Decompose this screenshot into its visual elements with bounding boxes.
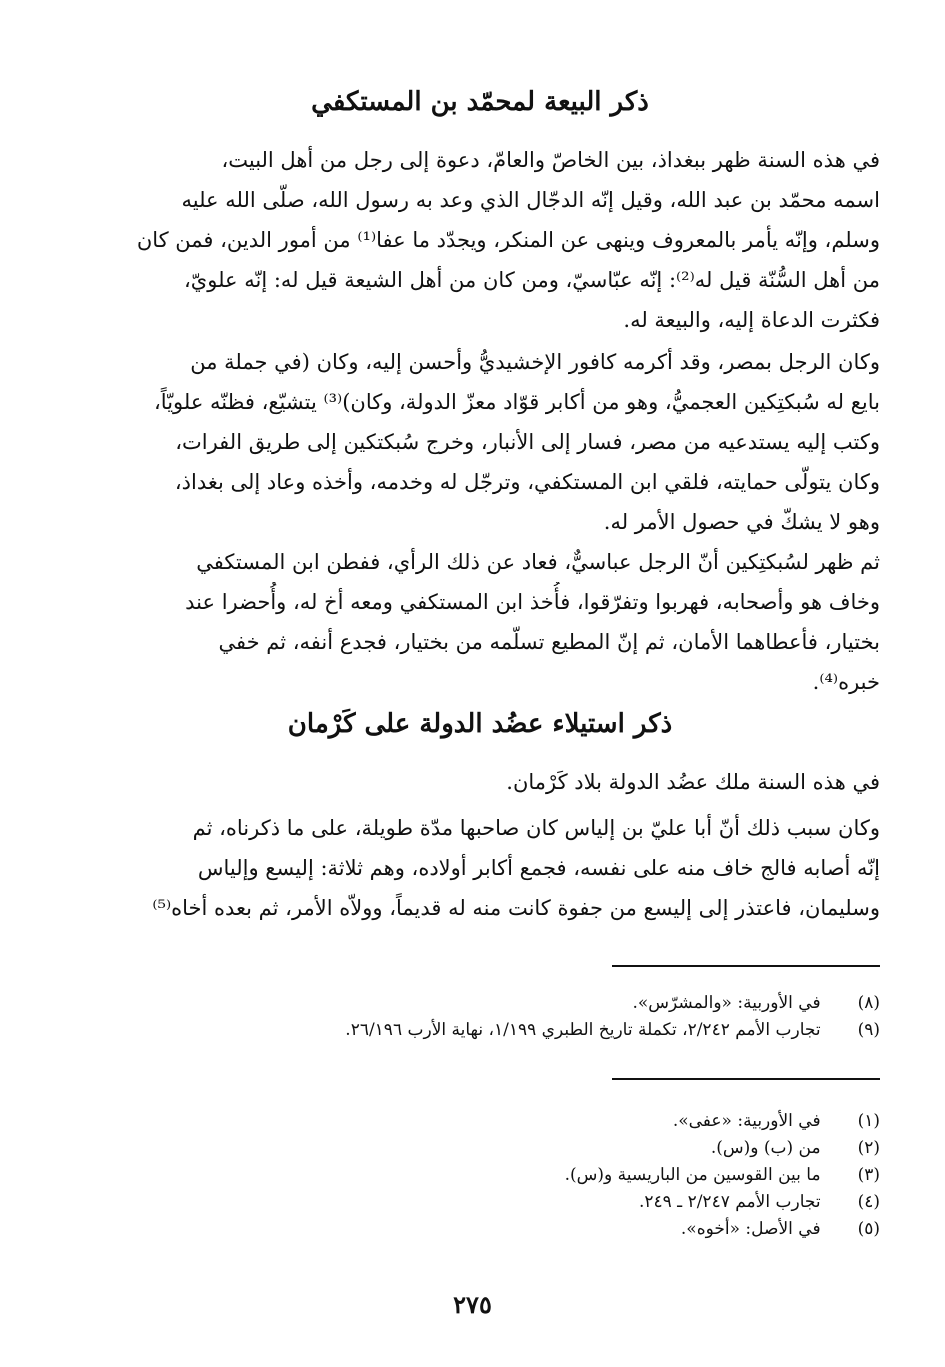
paragraph-4 — [80, 762, 880, 802]
paragraph-2 — [80, 342, 880, 542]
text-line: وكان يتولّى حمايته، فلقي ابن المستكفي، وترجّل له وخدمه، وأخذه وعاد إلى بغداذ، — [174, 470, 880, 494]
text-line: فكثرت الدعاة إليه، والبيعة له. — [623, 308, 880, 332]
text-line: إنّه أصابه فالج خاف منه على نفسه، فجمع أكابر أولاده، وهم ثلاثة: إليسع وإلياس — [197, 856, 880, 880]
text-line: وكان الرجل بمصر، وقد أكرمه كافور الإخشيديُّ وأحسن إليه، وكان (في جملة من — [190, 350, 880, 374]
text-line: وكان سبب ذلك أنّ أبا عليّ بن إلياس كان صاحبها مدّة طويلة، على ما ذكرناه، ثم — [192, 816, 880, 840]
footnote-item — [80, 1135, 880, 1162]
footnote-text: من (ب) و(س). — [710, 1138, 821, 1158]
footnote-separator-top — [612, 965, 880, 967]
footnote-text: في الأوربية: «عفى». — [672, 1111, 821, 1131]
footnote-item — [80, 1108, 880, 1135]
text-line: اسمه محمّد بن عبد الله، وقيل إنّه الدجّال الذي وعد به رسول الله، صلّى الله عليه — [181, 188, 880, 212]
text-line: بايع له سُبكتِكين العجميُّ، وهو من أكابر قوّاد معزّ الدولة، وكان)⁽³⁾ يتشيّع، فظنّه علويّاً، — [154, 390, 880, 414]
footnote-number: (٩) — [857, 1020, 880, 1040]
text-line: وخاف هو وأصحابه، فهربوا وتفرّقوا، فأُخذ ابن المستكفي ومعه أخ له، وأُحضرا عند — [185, 590, 880, 614]
section-heading-bayaa: ذكر البيعة لمحمّد بن المستكفي — [311, 87, 649, 117]
footnote-item — [80, 1216, 880, 1243]
footnote-separator-bottom — [612, 1078, 880, 1080]
footnote-number: (٤) — [857, 1192, 880, 1212]
footnote-text: تجارب الأمم ٢/٢٤٧ ـ ٢٤٩. — [638, 1192, 821, 1212]
text-line: في هذه السنة ملك عضُد الدولة بلاد كَرْمان. — [506, 770, 880, 794]
paragraph-1 — [80, 140, 880, 340]
text-line: ثم ظهر لسُبكتِكين أنّ الرجل عباسيٌّ، فعاد عن ذلك الرأي، ففطن ابن المستكفي — [196, 550, 880, 574]
text-line: من أهل السُّنّة قيل له⁽²⁾: إنّه عبّاسيّ، ومن كان من أهل الشيعة قيل له: إنّه علويّ، — [184, 268, 880, 292]
text-line: خبره⁽⁴⁾. — [812, 670, 880, 694]
text-line: وسليمان، فاعتذر إلى إليسع من جفوة كانت منه له قديماً، وولاّه الأمر، ثم بعده أخاه⁽⁵⁾ — [152, 896, 880, 920]
text-line: وهو لا يشكّ في حصول الأمر له. — [603, 510, 880, 534]
footnotes-top — [80, 990, 880, 1044]
footnote-number: (٨) — [857, 993, 880, 1013]
footnote-item — [80, 1017, 880, 1044]
section-heading-kerman: ذكر استيلاء عضُد الدولة على كَرْمان — [287, 709, 673, 739]
footnote-item — [80, 990, 880, 1017]
footnote-item — [80, 1189, 880, 1216]
text-line: في هذه السنة ظهر ببغداذ، بين الخاصّ والعامّ، دعوة إلى رجل من أهل البيت، — [221, 148, 880, 172]
footnote-text: تجارب الأمم ٢/٢٤٢، تكملة تاريخ الطبري ١/١٩٩، نهاية الأرب ٢٦/١٩٦. — [345, 1020, 821, 1040]
text-line: بختيار، فأعطاهما الأمان، ثم إنّ المطيع تسلّمه من بختيار، فجدع أنفه، ثم خفي — [218, 630, 880, 654]
footnote-number: (٥) — [857, 1219, 880, 1239]
footnotes-bottom — [80, 1108, 880, 1243]
footnote-text: في الأصل: «أخوه». — [680, 1219, 821, 1239]
text-line: وسلم، وإنّه يأمر بالمعروف وينهى عن المنكر، ويجدّد ما عفا⁽¹⁾ من أمور الدين، فمن كان — [136, 228, 880, 252]
paragraph-3 — [80, 542, 880, 702]
footnote-item — [80, 1162, 880, 1189]
footnote-text: في الأوربية: «والمشرّس». — [632, 993, 821, 1013]
footnote-number: (٢) — [857, 1138, 880, 1158]
text-line: وكتب إليه يستدعيه من مصر، فسار إلى الأنبار، وخرج سُبكتكين إلى طريق الفرات، — [175, 430, 880, 454]
footnote-number: (١) — [857, 1111, 880, 1131]
page-number: ٢٧٥ — [453, 1290, 492, 1319]
footnote-text: ما بين القوسين من الباريسية و(س). — [564, 1165, 821, 1185]
footnote-number: (٣) — [857, 1165, 880, 1185]
paragraph-5 — [80, 808, 880, 928]
